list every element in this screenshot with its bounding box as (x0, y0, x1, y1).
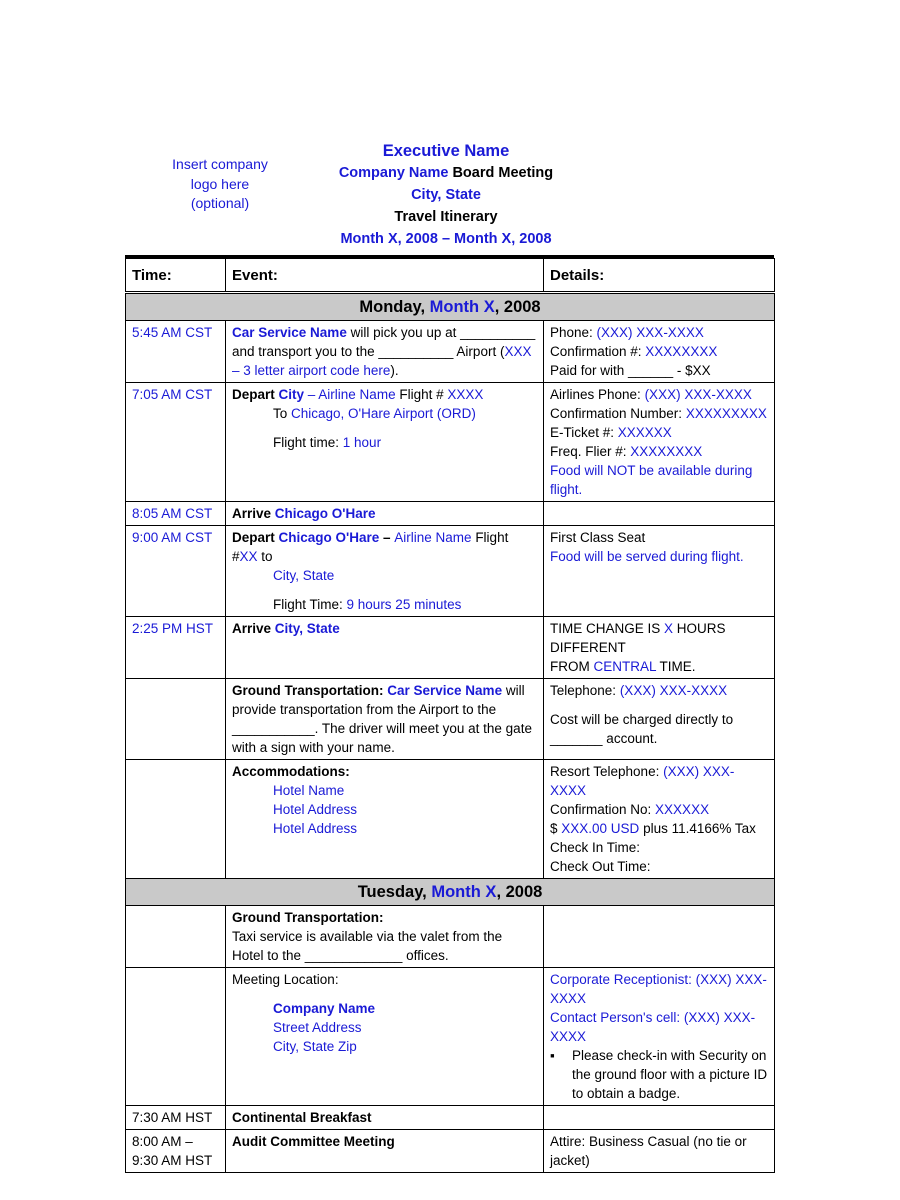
event-text: Flight Time: (273, 597, 347, 612)
row-details: Attire: Business Casual (no tie or jacket) (544, 1130, 775, 1173)
detail-line (550, 442, 768, 461)
detail-line: Food will be served during flight. (550, 549, 744, 564)
detail-value: X (664, 621, 674, 636)
day-month: Month X (429, 297, 495, 316)
meeting-title (296, 162, 596, 184)
event-line (232, 385, 537, 404)
logo-line: (optional) (190, 195, 250, 211)
event-text: – (379, 530, 395, 545)
day-year: , 2008 (494, 297, 541, 316)
event-heading: Accommodations: (232, 764, 350, 779)
detail-label: Freq. Flier #: (550, 444, 631, 459)
detail-line (550, 1008, 768, 1046)
column-header-time: Time: (126, 259, 226, 293)
detail-text: FROM (550, 659, 594, 674)
bullet-item (550, 1046, 768, 1103)
row-details (544, 968, 775, 1106)
detail-line (550, 404, 768, 423)
event-line (232, 595, 537, 614)
row-time (126, 679, 226, 760)
day-header-row (126, 879, 775, 906)
row-time: 5:45 AM CST (126, 321, 226, 383)
itinerary-header (296, 140, 596, 250)
detail-text: TIME CHANGE IS (550, 621, 665, 636)
detail-label: Contact Person's cell: (550, 1010, 684, 1025)
detail-label: $ (550, 821, 562, 836)
detail-line: Paid for with ______ - $XX (550, 363, 711, 378)
detail-line: First Class Seat (550, 530, 646, 545)
hotel-name: Hotel Name (273, 783, 345, 798)
detail-value: (XXX) XXX-XXXX (644, 387, 752, 402)
car-service-name: Car Service Name (232, 325, 347, 340)
detail-line: Food will NOT be available during flight. (550, 463, 753, 497)
row-event: Continental Breakfast (226, 1106, 544, 1130)
detail-value: (XXX) XXX-XXXX (596, 325, 704, 340)
row-details (544, 679, 775, 760)
day-weekday: Monday, (359, 297, 430, 316)
column-header-details: Details: (544, 259, 775, 293)
document-title: Travel Itinerary (394, 209, 498, 225)
table-row (126, 1130, 775, 1173)
detail-value: (XXX) XXX-XXXX (550, 1010, 756, 1044)
event-text: Flight # (232, 530, 509, 564)
detail-label: Phone: (550, 325, 597, 340)
day-header-tuesday (126, 879, 775, 906)
detail-line (550, 819, 768, 838)
hotel-address: Hotel Address (273, 821, 358, 836)
hotel-address: Hotel Address (273, 802, 358, 817)
event-line: City, State (273, 568, 335, 583)
table-header-row (126, 259, 775, 293)
row-event (226, 383, 544, 502)
row-event (226, 526, 544, 617)
detail-line (550, 423, 768, 442)
event-heading: Ground Transportation: (232, 910, 384, 925)
event-heading: Ground Transportation: (232, 683, 388, 698)
row-time: 7:30 AM HST (126, 1106, 226, 1130)
event-text: Arrive (232, 506, 275, 521)
day-header-monday (126, 293, 775, 321)
table-row (126, 321, 775, 383)
row-details (544, 383, 775, 502)
row-details (544, 321, 775, 383)
row-time (126, 906, 226, 968)
bullet-icon: ▪ (550, 1048, 555, 1063)
detail-label: Confirmation No: (550, 802, 656, 817)
table-row (126, 760, 775, 879)
detail-value: XXXXXXXX (645, 344, 718, 359)
row-event (226, 760, 544, 879)
event-text: ). (390, 363, 399, 378)
table-row (126, 502, 775, 526)
detail-line (550, 342, 768, 361)
event-text: Depart (232, 387, 279, 402)
event-city: Chicago O'Hare (274, 506, 376, 521)
event-city: Chicago O'Hare (278, 530, 380, 545)
detail-value: XXXXXXXX (630, 444, 703, 459)
airline-name: Airline Name (394, 530, 472, 545)
event-text: Flight time: (273, 435, 343, 450)
table-row (126, 906, 775, 968)
meeting-city-state-zip: City, State Zip (273, 1039, 357, 1054)
row-event: Audit Committee Meeting (226, 1130, 544, 1173)
detail-value: (XXX) XXX-XXXX (619, 683, 728, 698)
detail-line: Check Out Time: (550, 859, 651, 874)
company-name: Company Name (338, 165, 449, 181)
logo-line: logo here (190, 175, 250, 192)
column-header-event: Event: (226, 259, 544, 293)
table-row (126, 1106, 775, 1130)
day-header-row (126, 293, 775, 321)
detail-line (550, 323, 768, 342)
row-details (544, 760, 775, 879)
airline-name: – Airline Name (304, 387, 400, 402)
row-time: 2:25 PM HST (126, 617, 226, 679)
row-details (544, 906, 775, 968)
flight-duration: 9 hours 25 minutes (346, 597, 462, 612)
detail-text: HOURS DIFFERENT (550, 621, 726, 655)
row-event (226, 679, 544, 760)
row-event (226, 968, 544, 1106)
table-row (126, 679, 775, 760)
event-text: Arrive (232, 621, 275, 636)
event-line (232, 528, 537, 566)
row-event (226, 906, 544, 968)
row-time (126, 968, 226, 1106)
itinerary-table (125, 255, 774, 1173)
event-line (232, 404, 537, 423)
row-time: 7:05 AM CST (126, 383, 226, 502)
flight-number: XXXX (447, 387, 484, 402)
detail-label: Corporate Receptionist: (550, 972, 696, 987)
row-event (226, 321, 544, 383)
flight-duration: 1 hour (342, 435, 382, 450)
meeting-label: Board Meeting (448, 165, 554, 181)
detail-line (550, 800, 768, 819)
row-time (126, 760, 226, 879)
logo-placeholder (160, 155, 280, 214)
logo-line: Insert company (172, 156, 268, 172)
detail-text: plus 11.4166% Tax (639, 821, 756, 836)
detail-label: Airlines Phone: (550, 387, 645, 402)
detail-line (550, 762, 768, 800)
event-heading: Meeting Location: (232, 972, 339, 987)
event-line: Taxi service is available via the valet from the Hotel to the _____________ offices. (232, 929, 503, 963)
event-text: Depart (232, 530, 279, 545)
event-text: To (273, 406, 292, 421)
detail-line (550, 385, 768, 404)
detail-line (550, 657, 768, 676)
event-city: City (278, 387, 305, 402)
detail-value: XXXXXXXXX (685, 406, 767, 421)
flight-number: XX (239, 549, 258, 564)
detail-value: (XXX) XXX-XXXX (550, 764, 735, 798)
event-text: Flight # (399, 387, 448, 402)
table-row (126, 383, 775, 502)
detail-value: (XXX) XXX-XXXX (550, 972, 767, 1006)
table-row (126, 617, 775, 679)
event-text: will pick you up at __________ and transport you to the __________ Airport ( (232, 325, 536, 359)
detail-line (550, 619, 768, 657)
detail-label: Confirmation #: (550, 344, 646, 359)
row-details (544, 502, 775, 526)
row-details (544, 617, 775, 679)
row-time: 9:00 AM CST (126, 526, 226, 617)
table-row (126, 968, 775, 1106)
executive-name: Executive Name (382, 142, 510, 160)
day-month: Month X (431, 882, 497, 901)
date-range: Month X, 2008 – Month X, 2008 (340, 231, 552, 247)
table-row (126, 526, 775, 617)
day-weekday: Tuesday, (357, 882, 432, 901)
detail-value: XXXXXX (617, 425, 672, 440)
event-text: to (257, 549, 273, 564)
event-line (232, 433, 537, 452)
row-time: 8:00 AM – 9:30 AM HST (126, 1130, 226, 1173)
row-details (544, 526, 775, 617)
detail-line (550, 970, 768, 1008)
airport-code: XXX – 3 letter airport code here (232, 344, 532, 378)
detail-value: CENTRAL (593, 659, 657, 674)
event-text: will provide transportation from the Airport to the ___________. The driver will meet you at the gate with a sign with your name. (232, 683, 532, 755)
location: City, State (411, 187, 481, 203)
detail-line (550, 681, 768, 700)
row-time: 8:05 AM CST (126, 502, 226, 526)
row-event (226, 617, 544, 679)
detail-label: Resort Telephone: (550, 764, 664, 779)
detail-text: TIME. (656, 659, 696, 674)
detail-label: Telephone: (550, 683, 620, 698)
event-city: City, State (274, 621, 340, 636)
detail-value: XXXXXX (655, 802, 710, 817)
meeting-company-name: Company Name (273, 1001, 376, 1016)
car-service-name: Car Service Name (387, 683, 503, 698)
meeting-street-address: Street Address (273, 1020, 362, 1035)
detail-label: Confirmation Number: (550, 406, 686, 421)
row-details (544, 1106, 775, 1130)
detail-line: Cost will be charged directly to _______ account. (550, 712, 734, 746)
destination-airport: Chicago, O'Hare Airport (ORD) (291, 406, 476, 421)
row-event (226, 502, 544, 526)
day-year: , 2008 (496, 882, 543, 901)
detail-line: Check In Time: (550, 840, 641, 855)
detail-label: E-Ticket #: (550, 425, 618, 440)
bullet-text: Please check-in with Security on the ground floor with a picture ID to obtain a badge. (572, 1048, 768, 1101)
detail-value: XXX.00 USD (561, 821, 640, 836)
